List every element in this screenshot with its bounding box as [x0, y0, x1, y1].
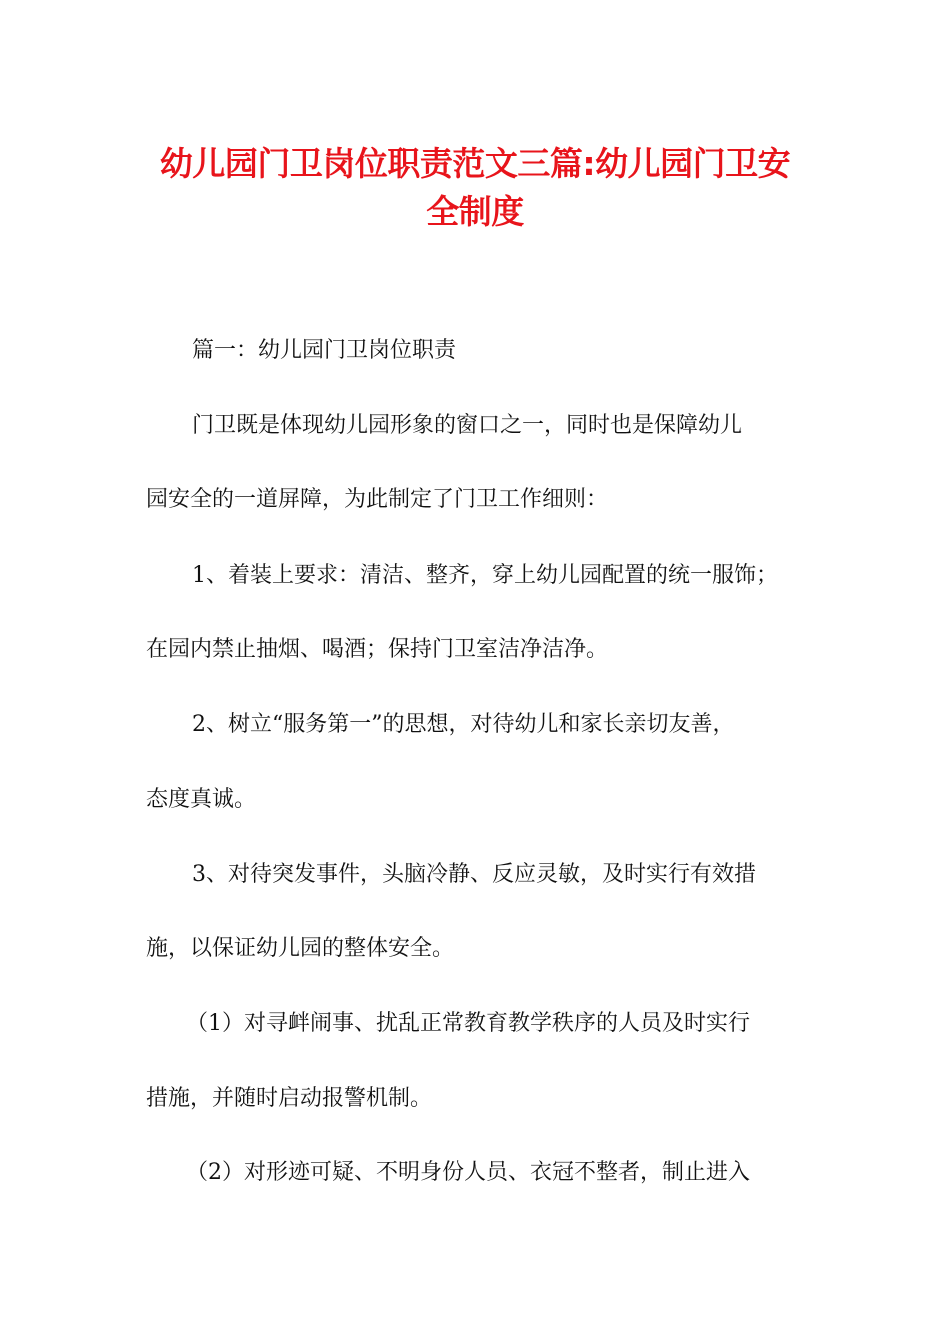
paragraph-line: 措施，并随时启动报警机制。 — [146, 1086, 433, 1111]
paragraph-line: 门卫既是体现幼儿园形象的窗口之一，同时也是保障幼儿 — [192, 413, 743, 438]
paragraph-line: 2、树立“服务第一”的思想，对待幼儿和家长亲切友善， — [192, 712, 735, 737]
document-title — [120, 140, 830, 236]
title-line-2: 全制度 — [426, 192, 524, 231]
paragraph-line: 态度真诚。 — [146, 787, 257, 812]
title-line-1: 幼儿园门卫岗位职责范文三篇:幼儿园门卫安 — [159, 144, 791, 183]
paragraph-line: 3、对待突发事件，头脑冷静、反应灵敏，及时实行有效措 — [192, 862, 756, 887]
section-heading: 篇一：幼儿园门卫岗位职责 — [192, 338, 457, 363]
paragraph-line: （2）对形迹可疑、不明身份人员、衣冠不整者，制止进入 — [186, 1160, 750, 1185]
paragraph-line: 园安全的一道屏障，为此制定了门卫工作细则： — [146, 487, 609, 512]
paragraph-line: 在园内禁止抽烟、喝酒；保持门卫室洁净洁净。 — [146, 637, 609, 662]
paragraph-line: 施，以保证幼儿园的整体安全。 — [146, 936, 455, 961]
paragraph-line: 1、着装上要求：清洁、整齐，穿上幼儿园配置的统一服饰； — [192, 563, 778, 588]
paragraph-line: （1）对寻衅闹事、扰乱正常教育教学秩序的人员及时实行 — [186, 1011, 750, 1036]
